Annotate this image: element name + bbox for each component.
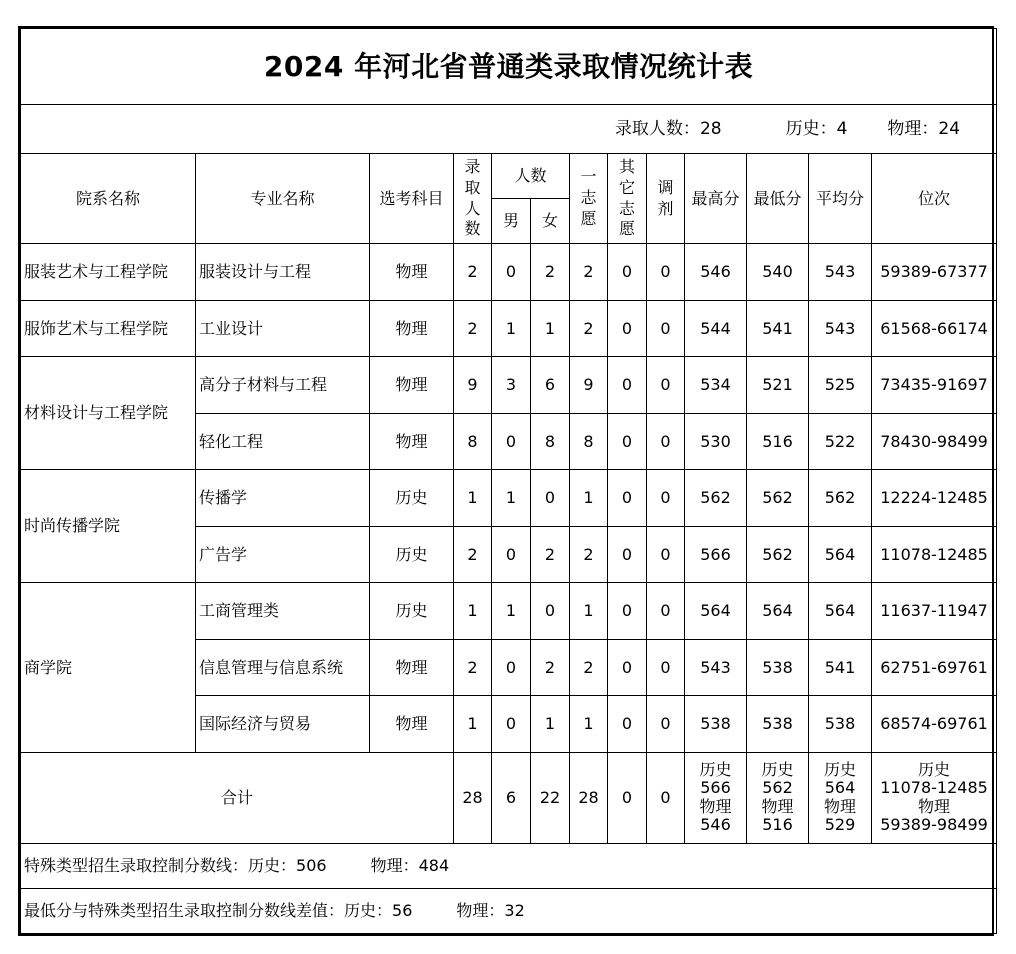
adjusted-count: 0 <box>647 526 685 583</box>
college-name: 商学院 <box>21 583 196 753</box>
adjusted-count: 0 <box>647 470 685 527</box>
total-avg-score <box>809 752 872 843</box>
admitted-count: 2 <box>454 244 492 301</box>
avg-score: 564 <box>809 583 872 640</box>
diff-label: 最低分与特殊类型招生录取控制分数线差值： <box>24 900 345 920</box>
min-score: 540 <box>747 244 809 301</box>
header-max-score: 最高分 <box>685 154 747 244</box>
female-count: 2 <box>531 526 570 583</box>
admitted-count: 1 <box>454 470 492 527</box>
major-name: 工业设计 <box>196 300 370 357</box>
first-choice-count: 8 <box>570 413 608 470</box>
admitted-count: 9 <box>454 357 492 414</box>
adjusted-count: 0 <box>647 583 685 640</box>
diff-history-value: 56 <box>392 900 413 920</box>
subject: 物理 <box>370 300 454 357</box>
major-name: 广告学 <box>196 526 370 583</box>
control-physics-label: 物理： <box>370 855 419 875</box>
first-choice-count: 9 <box>570 357 608 414</box>
other-choice-count: 0 <box>608 526 647 583</box>
other-choice-count: 0 <box>608 470 647 527</box>
subject: 历史 <box>370 470 454 527</box>
header-first-choice: 一志愿 <box>570 154 608 244</box>
male-count: 0 <box>492 413 531 470</box>
admission-table <box>20 28 997 934</box>
history-total-value: 4 <box>836 118 848 139</box>
other-choice-count: 0 <box>608 639 647 696</box>
first-choice-count: 1 <box>570 696 608 753</box>
page-title: 2024 年河北省普通类录取情况统计表 <box>21 29 997 105</box>
admitted-count: 2 <box>454 639 492 696</box>
rank-range: 11078-12485 <box>872 526 997 583</box>
female-count: 2 <box>531 639 570 696</box>
min-score: 538 <box>747 639 809 696</box>
male-count: 0 <box>492 696 531 753</box>
max-score: 562 <box>685 470 747 527</box>
total-max-physics-value: 546 <box>700 814 731 834</box>
other-choice-count: 0 <box>608 696 647 753</box>
min-score: 521 <box>747 357 809 414</box>
first-choice-count: 2 <box>570 244 608 301</box>
control-line-label: 特殊类型招生录取控制分数线： <box>24 855 249 875</box>
score-difference-note <box>21 888 997 933</box>
adjusted-count: 0 <box>647 357 685 414</box>
min-score: 516 <box>747 413 809 470</box>
diff-physics-label: 物理： <box>456 900 505 920</box>
admitted-count: 8 <box>454 413 492 470</box>
admitted-total-label: 录取人数： <box>614 118 700 139</box>
diff-physics-value: 32 <box>504 900 525 920</box>
first-choice-count: 1 <box>570 470 608 527</box>
college-name: 时尚传播学院 <box>21 470 196 583</box>
total-label: 合计 <box>21 752 454 843</box>
control-history-value: 506 <box>296 855 327 875</box>
max-score: 564 <box>685 583 747 640</box>
other-choice-count: 0 <box>608 244 647 301</box>
female-count: 6 <box>531 357 570 414</box>
female-count: 1 <box>531 300 570 357</box>
major-name: 国际经济与贸易 <box>196 696 370 753</box>
header-admitted: 录取人数 <box>454 154 492 244</box>
header-avg-score: 平均分 <box>809 154 872 244</box>
rank-range: 12224-12485 <box>872 470 997 527</box>
total-female: 22 <box>531 752 570 843</box>
subject: 历史 <box>370 526 454 583</box>
male-count: 0 <box>492 244 531 301</box>
adjusted-count: 0 <box>647 413 685 470</box>
total-max-physics-label: 物理 <box>699 796 732 816</box>
college-name: 服饰艺术与工程学院 <box>21 300 196 357</box>
male-count: 1 <box>492 583 531 640</box>
max-score: 546 <box>685 244 747 301</box>
admission-summary <box>21 105 997 154</box>
header-major: 专业名称 <box>196 154 370 244</box>
total-rank-history-label: 历史 <box>918 760 951 780</box>
female-count: 1 <box>531 696 570 753</box>
header-people: 人数 <box>492 154 570 199</box>
total-rank-history-value: 11078-12485 <box>880 778 988 798</box>
min-score: 538 <box>747 696 809 753</box>
diff-history-label: 历史： <box>344 900 393 920</box>
rank-range: 68574-69761 <box>872 696 997 753</box>
other-choice-count: 0 <box>608 300 647 357</box>
total-male: 6 <box>492 752 531 843</box>
avg-score: 564 <box>809 526 872 583</box>
first-choice-count: 1 <box>570 583 608 640</box>
male-count: 0 <box>492 526 531 583</box>
max-score: 543 <box>685 639 747 696</box>
total-max-score <box>685 752 747 843</box>
total-avg-physics-label: 物理 <box>823 796 856 816</box>
male-count: 3 <box>492 357 531 414</box>
total-min-score <box>747 752 809 843</box>
control-line-note <box>21 843 997 888</box>
subject: 物理 <box>370 696 454 753</box>
other-choice-count: 0 <box>608 413 647 470</box>
subject: 物理 <box>370 639 454 696</box>
other-choice-count: 0 <box>608 357 647 414</box>
first-choice-count: 2 <box>570 300 608 357</box>
header-subject: 选考科目 <box>370 154 454 244</box>
min-score: 562 <box>747 470 809 527</box>
major-name: 轻化工程 <box>196 413 370 470</box>
major-name: 高分子材料与工程 <box>196 357 370 414</box>
total-avg-physics-value: 529 <box>824 814 856 834</box>
total-first-choice: 28 <box>570 752 608 843</box>
min-score: 564 <box>747 583 809 640</box>
total-admitted: 28 <box>454 752 492 843</box>
max-score: 530 <box>685 413 747 470</box>
total-avg-history-value: 564 <box>824 778 856 798</box>
total-min-history-value: 562 <box>762 778 793 798</box>
total-adjusted: 0 <box>647 752 685 843</box>
college-name: 材料设计与工程学院 <box>21 357 196 470</box>
table-row <box>21 470 997 527</box>
avg-score: 562 <box>809 470 872 527</box>
female-count: 0 <box>531 470 570 527</box>
adjusted-count: 0 <box>647 696 685 753</box>
rank-range: 73435-91697 <box>872 357 997 414</box>
avg-score: 538 <box>809 696 872 753</box>
male-count: 0 <box>492 639 531 696</box>
rank-range: 11637-11947 <box>872 583 997 640</box>
major-name: 信息管理与信息系统 <box>196 639 370 696</box>
table-row <box>21 300 997 357</box>
max-score: 566 <box>685 526 747 583</box>
min-score: 541 <box>747 300 809 357</box>
physics-total-label: 物理： <box>887 118 939 139</box>
first-choice-count: 2 <box>570 639 608 696</box>
major-name: 传播学 <box>196 470 370 527</box>
header-male: 男 <box>492 199 531 244</box>
history-total-label: 历史： <box>785 118 837 139</box>
total-rank <box>872 752 997 843</box>
total-max-history-label: 历史 <box>699 760 732 780</box>
college-name: 服装艺术与工程学院 <box>21 244 196 301</box>
total-min-history-label: 历史 <box>761 760 794 780</box>
header-college: 院系名称 <box>21 154 196 244</box>
female-count: 2 <box>531 244 570 301</box>
total-min-physics-label: 物理 <box>761 796 794 816</box>
adjusted-count: 0 <box>647 300 685 357</box>
header-min-score: 最低分 <box>747 154 809 244</box>
subject: 物理 <box>370 244 454 301</box>
major-name: 服装设计与工程 <box>196 244 370 301</box>
admission-statistics-sheet <box>18 26 994 936</box>
max-score: 544 <box>685 300 747 357</box>
subject: 物理 <box>370 357 454 414</box>
max-score: 538 <box>685 696 747 753</box>
admitted-total-value: 28 <box>699 118 722 139</box>
control-history-label: 历史： <box>248 855 297 875</box>
female-count: 8 <box>531 413 570 470</box>
total-rank-physics-label: 物理 <box>918 796 951 816</box>
table-row <box>21 357 997 414</box>
adjusted-count: 0 <box>647 639 685 696</box>
male-count: 1 <box>492 470 531 527</box>
total-min-physics-value: 516 <box>762 814 793 834</box>
admitted-count: 2 <box>454 300 492 357</box>
subject: 物理 <box>370 413 454 470</box>
total-rank-physics-value: 59389-98499 <box>880 814 988 834</box>
avg-score: 543 <box>809 244 872 301</box>
header-female: 女 <box>531 199 570 244</box>
max-score: 534 <box>685 357 747 414</box>
adjusted-count: 0 <box>647 244 685 301</box>
avg-score: 522 <box>809 413 872 470</box>
total-max-history-value: 566 <box>700 778 731 798</box>
admitted-count: 1 <box>454 583 492 640</box>
header-rank: 位次 <box>872 154 997 244</box>
rank-range: 59389-67377 <box>872 244 997 301</box>
male-count: 1 <box>492 300 531 357</box>
physics-total-value: 24 <box>938 118 961 139</box>
control-physics-value: 484 <box>418 855 450 875</box>
avg-score: 541 <box>809 639 872 696</box>
rank-range: 61568-66174 <box>872 300 997 357</box>
header-adjusted: 调剂 <box>647 154 685 244</box>
avg-score: 543 <box>809 300 872 357</box>
table-row <box>21 244 997 301</box>
rank-range: 78430-98499 <box>872 413 997 470</box>
admitted-count: 1 <box>454 696 492 753</box>
total-avg-history-label: 历史 <box>823 760 856 780</box>
female-count: 0 <box>531 583 570 640</box>
first-choice-count: 2 <box>570 526 608 583</box>
rank-range: 62751-69761 <box>872 639 997 696</box>
major-name: 工商管理类 <box>196 583 370 640</box>
total-other-choice: 0 <box>608 752 647 843</box>
min-score: 562 <box>747 526 809 583</box>
table-row <box>21 583 997 640</box>
subject: 历史 <box>370 583 454 640</box>
other-choice-count: 0 <box>608 583 647 640</box>
header-other-choice: 其它志愿 <box>608 154 647 244</box>
admitted-count: 2 <box>454 526 492 583</box>
avg-score: 525 <box>809 357 872 414</box>
